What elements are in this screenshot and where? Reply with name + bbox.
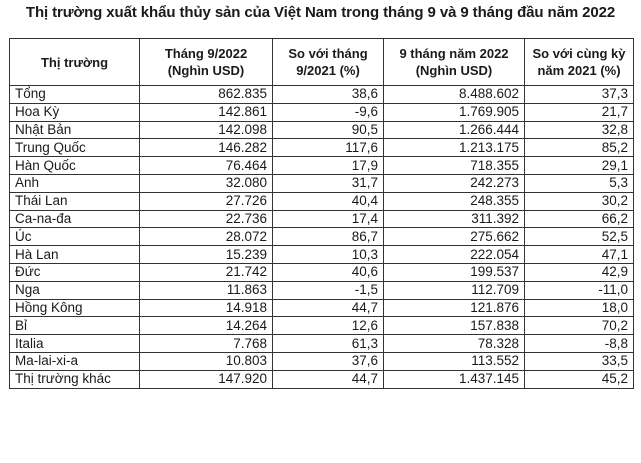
table-row: [10, 121, 634, 139]
market-name: Hà Lan: [10, 246, 140, 264]
vs-sep-2021-pct: 17,4: [273, 210, 384, 228]
vs-same-period-pct: 33,5: [525, 352, 634, 370]
table-row: [10, 370, 634, 388]
market-name: Tổng: [10, 86, 140, 104]
market-name: Thái Lan: [10, 192, 140, 210]
vs-sep-2021-pct: -9,6: [273, 103, 384, 121]
market-name: Hoa Kỳ: [10, 103, 140, 121]
vs-same-period-pct: 29,1: [525, 157, 634, 175]
market-name: Trung Quốc: [10, 139, 140, 157]
vs-same-period-pct: 21,7: [525, 103, 634, 121]
vs-sep-2021-pct: 38,6: [273, 86, 384, 104]
table-row: [10, 281, 634, 299]
vs-same-period-pct: 85,2: [525, 139, 634, 157]
table-header-row: [10, 39, 634, 86]
market-name: Italia: [10, 335, 140, 353]
table-row: [10, 139, 634, 157]
vs-sep-2021-pct: -1,5: [273, 281, 384, 299]
vs-same-period-pct: 18,0: [525, 299, 634, 317]
vs-sep-2021-pct: 31,7: [273, 174, 384, 192]
table-row: [10, 317, 634, 335]
vs-same-period-pct: -8,8: [525, 335, 634, 353]
vs-sep-2021-pct: 61,3: [273, 335, 384, 353]
vs-sep-2021-pct: 10,3: [273, 246, 384, 264]
vs-same-period-pct: 37,3: [525, 86, 634, 104]
sep-2022-value: 21.742: [140, 263, 273, 281]
vs-same-period-pct: -11,0: [525, 281, 634, 299]
sep-2022-value: 28.072: [140, 228, 273, 246]
vs-sep-2021-pct: 44,7: [273, 299, 384, 317]
vs-sep-2021-pct: 86,7: [273, 228, 384, 246]
nine-month-2022-value: 248.355: [384, 192, 525, 210]
vs-same-period-pct: 32,8: [525, 121, 634, 139]
nine-month-2022-value: 1.213.175: [384, 139, 525, 157]
vs-sep-2021-pct: 17,9: [273, 157, 384, 175]
vs-sep-2021-pct: 44,7: [273, 370, 384, 388]
table-row: [10, 299, 634, 317]
table-row: [10, 192, 634, 210]
nine-month-2022-value: 78.328: [384, 335, 525, 353]
vs-same-period-pct: 47,1: [525, 246, 634, 264]
vs-sep-2021-pct: 12,6: [273, 317, 384, 335]
nine-month-2022-value: 275.662: [384, 228, 525, 246]
market-name: Úc: [10, 228, 140, 246]
vs-same-period-pct: 45,2: [525, 370, 634, 388]
sep-2022-value: 147.920: [140, 370, 273, 388]
table-body: [10, 86, 634, 389]
market-name: Hàn Quốc: [10, 157, 140, 175]
nine-month-2022-value: 1.769.905: [384, 103, 525, 121]
table-row: [10, 246, 634, 264]
vs-sep-2021-pct: 117,6: [273, 139, 384, 157]
nine-month-2022-value: 199.537: [384, 263, 525, 281]
sep-2022-value: 10.803: [140, 352, 273, 370]
nine-month-2022-value: 311.392: [384, 210, 525, 228]
table-row: [10, 352, 634, 370]
export-table: [9, 38, 634, 389]
header-market: Thị trường: [10, 39, 140, 86]
nine-month-2022-value: 222.054: [384, 246, 525, 264]
market-name: Nga: [10, 281, 140, 299]
table-row: [10, 157, 634, 175]
market-name: Thị trường khác: [10, 370, 140, 388]
market-name: Anh: [10, 174, 140, 192]
nine-month-2022-value: 718.355: [384, 157, 525, 175]
header-vs-same-period-2021: So với cùng kỳ năm 2021 (%): [525, 39, 634, 86]
header-sep-2022: Tháng 9/2022 (Nghìn USD): [140, 39, 273, 86]
sep-2022-value: 27.726: [140, 192, 273, 210]
table-row: [10, 103, 634, 121]
nine-month-2022-value: 113.552: [384, 352, 525, 370]
sep-2022-value: 11.863: [140, 281, 273, 299]
market-name: Đức: [10, 263, 140, 281]
market-name: Nhật Bản: [10, 121, 140, 139]
vs-same-period-pct: 5,3: [525, 174, 634, 192]
vs-same-period-pct: 30,2: [525, 192, 634, 210]
market-name: Bỉ: [10, 317, 140, 335]
market-name: Hồng Kông: [10, 299, 140, 317]
table-row: [10, 86, 634, 104]
vs-sep-2021-pct: 40,4: [273, 192, 384, 210]
table-row: [10, 335, 634, 353]
vs-sep-2021-pct: 90,5: [273, 121, 384, 139]
sep-2022-value: 76.464: [140, 157, 273, 175]
table-row: [10, 228, 634, 246]
vs-same-period-pct: 70,2: [525, 317, 634, 335]
header-vs-sep-2021: So với tháng 9/2021 (%): [273, 39, 384, 86]
vs-same-period-pct: 66,2: [525, 210, 634, 228]
nine-month-2022-value: 242.273: [384, 174, 525, 192]
page-title: Thị trường xuất khẩu thủy sản của Việt Nam trong tháng 9 và 9 tháng đầu năm 2022: [25, 4, 616, 21]
sep-2022-value: 14.918: [140, 299, 273, 317]
table-row: [10, 210, 634, 228]
nine-month-2022-value: 112.709: [384, 281, 525, 299]
sep-2022-value: 862.835: [140, 86, 273, 104]
market-name: Ma-lai-xi-a: [10, 352, 140, 370]
header-9m-2022: 9 tháng năm 2022 (Nghìn USD): [384, 39, 525, 86]
market-name: Ca-na-đa: [10, 210, 140, 228]
vs-same-period-pct: 52,5: [525, 228, 634, 246]
sep-2022-value: 32.080: [140, 174, 273, 192]
sep-2022-value: 146.282: [140, 139, 273, 157]
nine-month-2022-value: 121.876: [384, 299, 525, 317]
nine-month-2022-value: 1.437.145: [384, 370, 525, 388]
vs-sep-2021-pct: 37,6: [273, 352, 384, 370]
sep-2022-value: 7.768: [140, 335, 273, 353]
sep-2022-value: 22.736: [140, 210, 273, 228]
sep-2022-value: 15.239: [140, 246, 273, 264]
nine-month-2022-value: 157.838: [384, 317, 525, 335]
sep-2022-value: 142.861: [140, 103, 273, 121]
vs-same-period-pct: 42,9: [525, 263, 634, 281]
sep-2022-value: 14.264: [140, 317, 273, 335]
vs-sep-2021-pct: 40,6: [273, 263, 384, 281]
nine-month-2022-value: 1.266.444: [384, 121, 525, 139]
sep-2022-value: 142.098: [140, 121, 273, 139]
table-row: [10, 263, 634, 281]
table-row: [10, 174, 634, 192]
nine-month-2022-value: 8.488.602: [384, 86, 525, 104]
